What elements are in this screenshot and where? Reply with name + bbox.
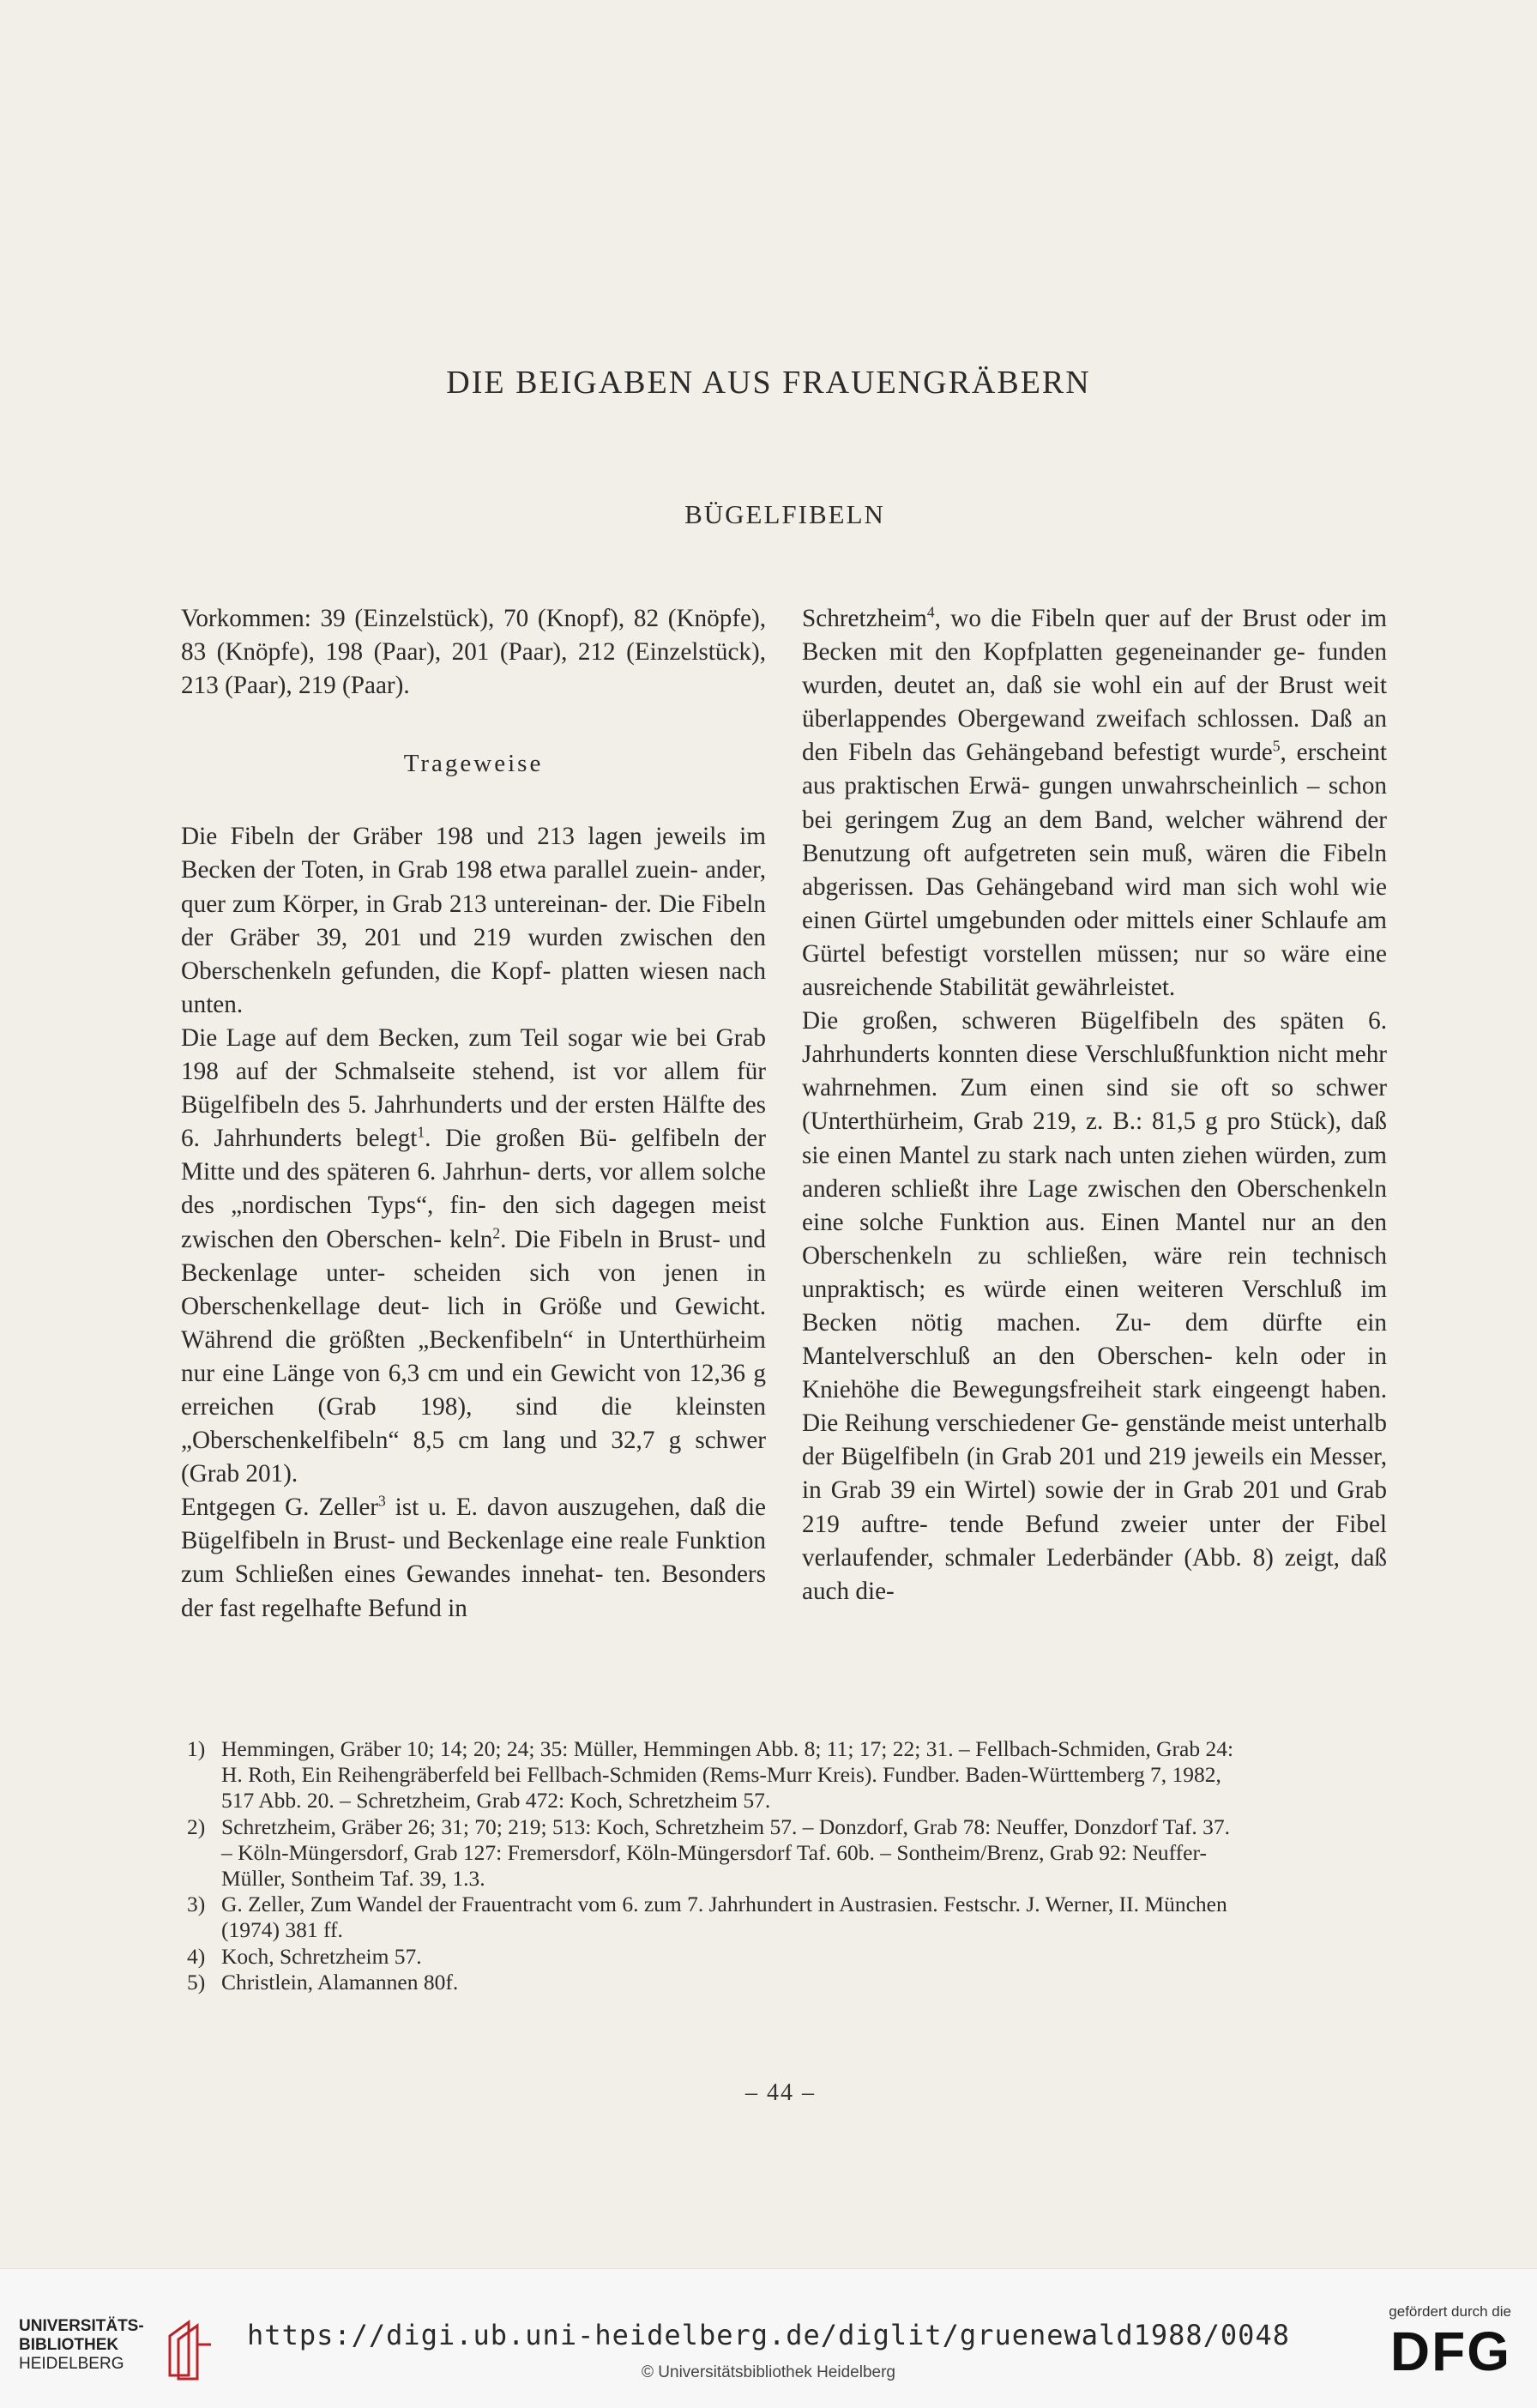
dfg-logo[interactable] bbox=[1357, 2303, 1511, 2398]
footnote-4: 4) Koch, Schretzheim 57. bbox=[187, 1943, 422, 1969]
intro-paragraph: Vorkommen: 39 (Einzelstück), 70 (Knopf), 82 (Knöpfe), 83 (Knöpfe), 198 (Paar), 201 (Paar), 212 (Einzelstück), 213 (Paar), 219 (Paar). bbox=[181, 605, 767, 700]
footnote-ref-1: 1 bbox=[417, 1123, 425, 1141]
copyright-text: © Universitätsbibliothek Heidelberg bbox=[642, 2363, 895, 2381]
footer-bar bbox=[0, 2268, 1537, 2408]
footnote-3: 3) G. Zeller, Zum Wandel der Frauentracht vom 6. zum 7. Jahrhundert in Austrasien. Festschr. J. Werner, II. München (1974) 381 ff. bbox=[187, 1892, 1227, 1943]
paragraph-1: Die Fibeln der Gräber 198 und 213 lagen jeweils im Becken der Toten, in Grab 198 etwa parallel zuein- ander, quer zum Körper, in Grab 213 untereinan- der. Die Fibeln der Gräber 39, 201 und 219 wurden zwischen den Oberschenkeln gefunden, die Kopf- platten wiesen nach unten. bbox=[181, 823, 767, 1018]
footnote-ref-4: 4 bbox=[926, 603, 935, 621]
page-number: – 44 – bbox=[745, 2079, 816, 2106]
library-name-line1: UNIVERSITÄTS- bbox=[19, 2317, 144, 2335]
paragraph-right-2: Die großen, schweren Bügelfibeln des späten 6. Jahrhunderts konnten diese Verschlußfunktion nicht mehr wahrnehmen. Zum einen sind sie oft so schwer (Unterthürheim, Grab 219, z. B.: 81,5 g pro Stück), daß sie einen Mantel zu stark nach unten ziehen würden, zum anderen schließt ihre Lage zwischen den Oberschenkeln eine solche Funktion aus. Einen Mantel nur an den Oberschenkeln zu schließen, wäre rein technisch unpraktisch; es würde einen weiteren Verschluß im Becken nötig machen. Zu- dem dürfte ein Mantelverschluß an den Oberschen- keln oder in Kniehöhe die Bewegungsfreiheit stark eingeengt haben. Die Reihung verschiedener Ge- genstände meist unterhalb der Bügelfibeln (in Grab 201 und 219 jeweils ein Messer, in Grab 39 ein Wirtel) sowie der in Grab 201 und Grab 219 auftre- tende Befund zweier unter der Fibel verlaufender, schmaler Lederbänder (Abb. 8) zeigt, daß auch die- bbox=[802, 1007, 1388, 1605]
footnote-ref-5: 5 bbox=[1272, 737, 1281, 755]
footnote-ref-3: 3 bbox=[378, 1492, 386, 1510]
library-name-line2: BIBLIOTHEK bbox=[19, 2336, 119, 2354]
funded-by-label: gefördert durch die bbox=[1389, 2303, 1511, 2320]
footnote-2: 2) Schretzheim, Gräber 26; 31; 70; 219; 513: Koch, Schretzheim 57. – Donzdorf, Grab 78: Neuffer, Donzdorf Taf. 37. – Köln-Müngersdorf, Grab 127: Fremersdorf, Köln-Müngersdorf Taf. 60b. – Sontheim/Brenz, Grab 92: Neuffer- Müller, Sontheim Taf. 39, 1.3. bbox=[187, 1814, 1231, 1892]
right-column bbox=[802, 602, 1387, 1608]
subheading-trageweise: Trageweise bbox=[403, 750, 544, 778]
paragraph-right-1: Schretzheim$^4$, wo die Fibeln quer auf der Brust oder im Becken mit den Kopfplatten gegeneinander ge- funden wurden, deutet an, daß sie wohl ein auf der Brust weit überlappendes Obergewand zweifach schlossen. Daß an den Fibeln das Gehängeband befestigt wurde$^5$, erscheint aus praktischen Erwä- gungen unwahrscheinlich – schon bei geringem Zug an dem Band, welcher während der Benutzung oft aufgetreten sein muß, wären die Fibeln abgerissen. Das Gehängeband wird man sich wohl wie einen Gürtel umgebunden oder mittels einer Schlaufe am Gürtel befestigt vorstellen müssen; nur so wäre eine ausreichende Stabilität gewährleistet. bbox=[802, 603, 1388, 1002]
footnote-ref-2: 2 bbox=[492, 1223, 501, 1241]
left-column bbox=[181, 602, 766, 1626]
section-title: BÜGELFIBELN bbox=[684, 499, 885, 529]
library-name-line3: HEIDELBERG bbox=[19, 2355, 124, 2373]
footnote-1: 1) Hemmingen, Gräber 10; 14; 20; 24; 35: Müller, Hemmingen Abb. 8; 11; 17; 22; 31. – Fellbach-Schmiden, Grab 24: H. Roth, Ein Reihengräberfeld bei Fellbach-Schmiden (Rems-Murr Kreis). Fundber. Baden-Württemberg 7, 1982, 517 Abb. 20. – Schretzheim, Grab 472: Koch, Schretzheim 57. bbox=[187, 1736, 1234, 1814]
footnote-5: 5) Christlein, Alamannen 80f. bbox=[187, 1969, 459, 1995]
footnotes bbox=[187, 1736, 1388, 1995]
dfg-mark: DFG bbox=[1389, 2320, 1511, 2382]
main-title: DIE BEIGABEN AUS FRAUENGRÄBERN bbox=[446, 365, 1091, 401]
source-url-link[interactable]: https://digi.ub.uni-heidelberg.de/diglit/gruenewald1988/0048 bbox=[247, 2319, 1290, 2351]
paragraph-2: Die Lage auf dem Becken, zum Teil sogar wie bei Grab 198 auf der Schmalseite stehend, ist vor allem für Bügelfibeln des 5. Jahrhunderts und der ersten Hälfte des 6. Jahrhunderts belegt$^1$. Die großen Bü- gelfibeln der Mitte und des späteren 6. Jahrhun- derts, vor allem solche des „nordischen Typs“, fin- den sich dagegen meist zwischen den Oberschen- keln$^2$. Die Fibeln in Brust- und Beckenlage unter- scheiden sich von jenen in Oberschenkellage deut- lich in Größe und Gewicht. Während die größten „Beckenfibeln“ in Unterthürheim nur eine Länge von 6,3 cm und ein Gewicht von 12,36 g erreichen (Grab 198), sind die kleinsten „Oberschenkelfibeln“ 8,5 cm lang und 32,7 g schwer (Grab 201). bbox=[181, 1023, 767, 1488]
paragraph-3: Entgegen G. Zeller$^3$ ist u. E. davon auszugehen, daß die Bügelfibeln in Brust- und Beckenlage eine reale Funktion zum Schließen eines Gewandes innehat- ten. Besonders der fast regelhafte Befund in bbox=[181, 1492, 767, 1622]
